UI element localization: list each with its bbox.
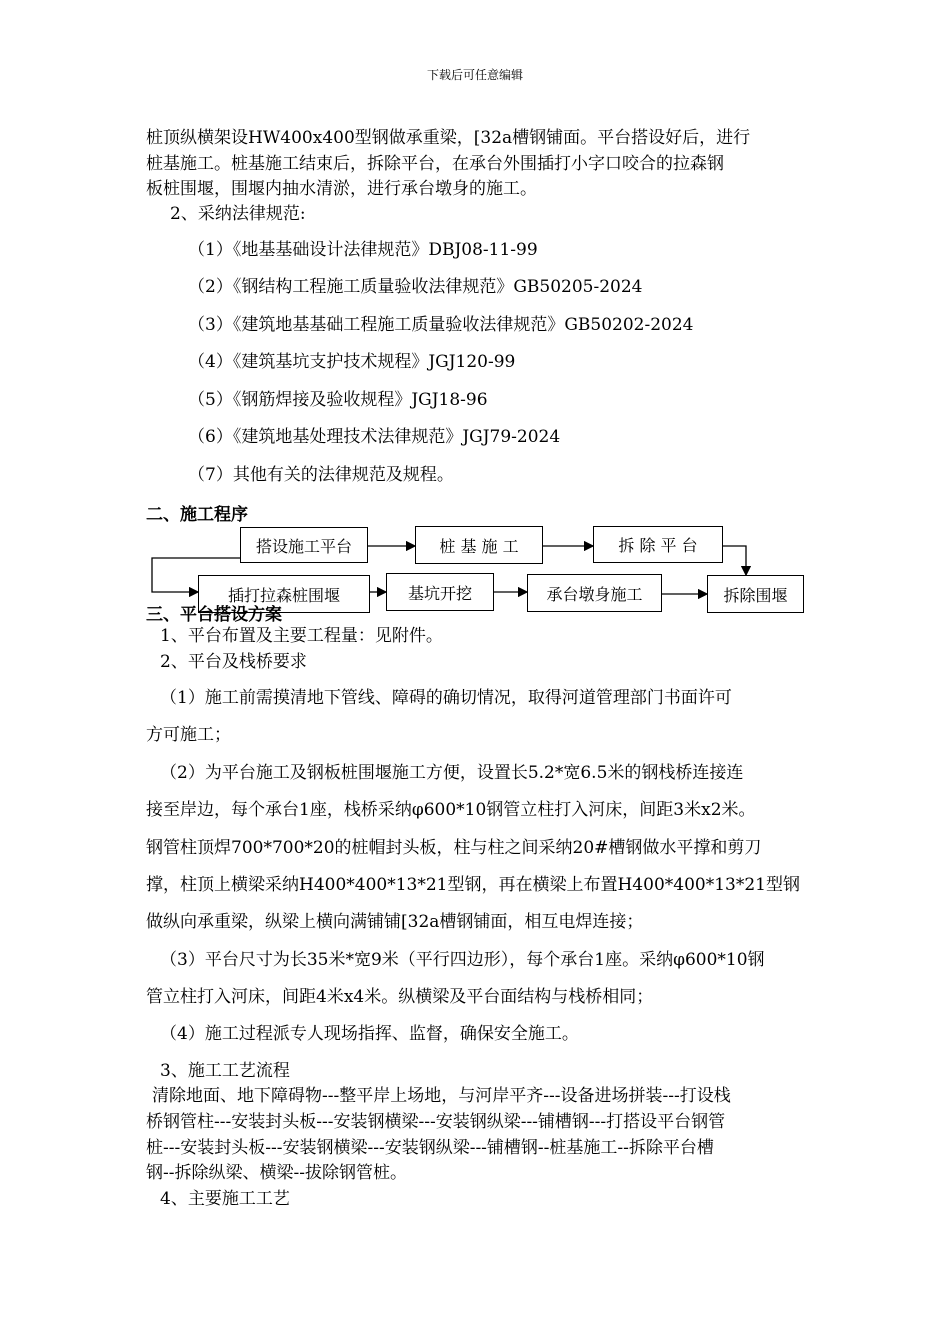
norm-item: （5）《钢筋焊接及验收规程》JGJ18-96 — [188, 390, 488, 410]
norm-item: （2）《钢结构工程施工质量验收法律规范》GB50205-2024 — [188, 277, 643, 297]
process-line: 钢--拆除纵梁、横梁--拔除钢管桩。 — [146, 1163, 407, 1183]
process-line: 清除地面、地下障碍物---整平岸上场地，与河岸平齐---设备进场拼装---打设栈 — [152, 1086, 731, 1106]
req-line: （3）平台尺寸为长35米*宽9米（平行四边形），每个承台1座。采纳φ600*10钢 — [160, 950, 765, 970]
item-text: 2、平台及栈桥要求 — [160, 652, 307, 672]
intro-line: 桩顶纵横架设HW400x400型钢做承重梁，[32a槽钢铺面。平台搭设好后，进行 — [146, 128, 751, 148]
flow-box-pile-foundation: 桩 基 施 工 — [415, 526, 543, 564]
req-line: （2）为平台施工及钢板桩围堰施工方便，设置长5.2*宽6.5米的钢栈桥连接连 — [160, 763, 744, 783]
item-text: 4、主要施工工艺 — [160, 1189, 290, 1209]
process-line: 桩---安装封头板---安装钢横梁---安装钢纵梁---铺槽钢--桩基施工--拆除平台槽 — [146, 1138, 714, 1158]
req-line: 管立柱打入河床，间距4米x4米。纵横梁及平台面结构与栈桥相同； — [146, 987, 654, 1007]
item-text: 3、施工工艺流程 — [160, 1061, 290, 1081]
section-title: 二、施工程序 — [146, 505, 248, 525]
process-line: 桥钢管柱---安装封头板---安装钢横梁---安装钢纵梁---铺槽钢---打搭设平台钢管 — [146, 1112, 726, 1132]
norms-title: 2、采纳法律规范: — [170, 204, 306, 224]
norm-item: （1）《地基基础设计法律规范》DBJ08-11-99 — [188, 240, 538, 260]
norm-item: （3）《建筑地基基础工程施工质量验收法律规范》GB50202-2024 — [188, 315, 694, 335]
req-line: （1）施工前需摸清地下管线、障碍的确切情况，取得河道管理部门书面许可 — [160, 688, 732, 708]
norm-item: （7）其他有关的法律规范及规程。 — [188, 465, 454, 485]
norm-item: （6）《建筑地基处理技术法律规范》JGJ79-2024 — [188, 427, 561, 447]
req-line: （4）施工过程派专人现场指挥、监督，确保安全施工。 — [160, 1024, 579, 1044]
flow-box-remove-platform: 拆 除 平 台 — [593, 526, 723, 563]
flow-box-platform: 搭设施工平台 — [240, 527, 368, 563]
page-header: 下载后可任意编辑 — [426, 68, 523, 82]
norm-item: （4）《建筑基坑支护技术规程》JGJ120-99 — [188, 352, 516, 372]
flow-box-remove-cofferdam: 拆除围堰 — [707, 575, 804, 613]
section-title: 三、平台搭设方案 — [146, 605, 282, 625]
arrow-line — [723, 546, 746, 575]
req-line: 撑，柱顶上横梁采纳H400*400*13*21型钢，再在横梁上布置H400*400*13*21型钢 — [146, 875, 800, 895]
req-line: 做纵向承重梁，纵梁上横向满铺铺[32a槽钢铺面，相互电焊连接； — [146, 912, 644, 932]
intro-line: 桩基施工。桩基施工结束后，拆除平台，在承台外围插打小字口咬合的拉森钢 — [146, 154, 724, 174]
intro-line: 板桩围堰，围堰内抽水清淤，进行承台墩身的施工。 — [146, 179, 537, 199]
req-line: 接至岸边，每个承台1座，栈桥采纳φ600*10钢管立柱打入河床，间距3米x2米。 — [146, 800, 756, 820]
req-line: 方可施工； — [146, 725, 231, 745]
item-text: 1、平台布置及主要工程量：见附件。 — [160, 626, 443, 646]
flow-box-pier: 承台墩身施工 — [527, 574, 662, 612]
flow-box-sheet-pile: 插打拉森桩围堰 — [198, 575, 370, 613]
req-line: 钢管柱顶焊700*700*20的桩帽封头板，柱与柱之间采纳20#槽钢做水平撑和剪刀 — [146, 838, 762, 858]
flow-box-excavation: 基坑开挖 — [386, 573, 494, 611]
